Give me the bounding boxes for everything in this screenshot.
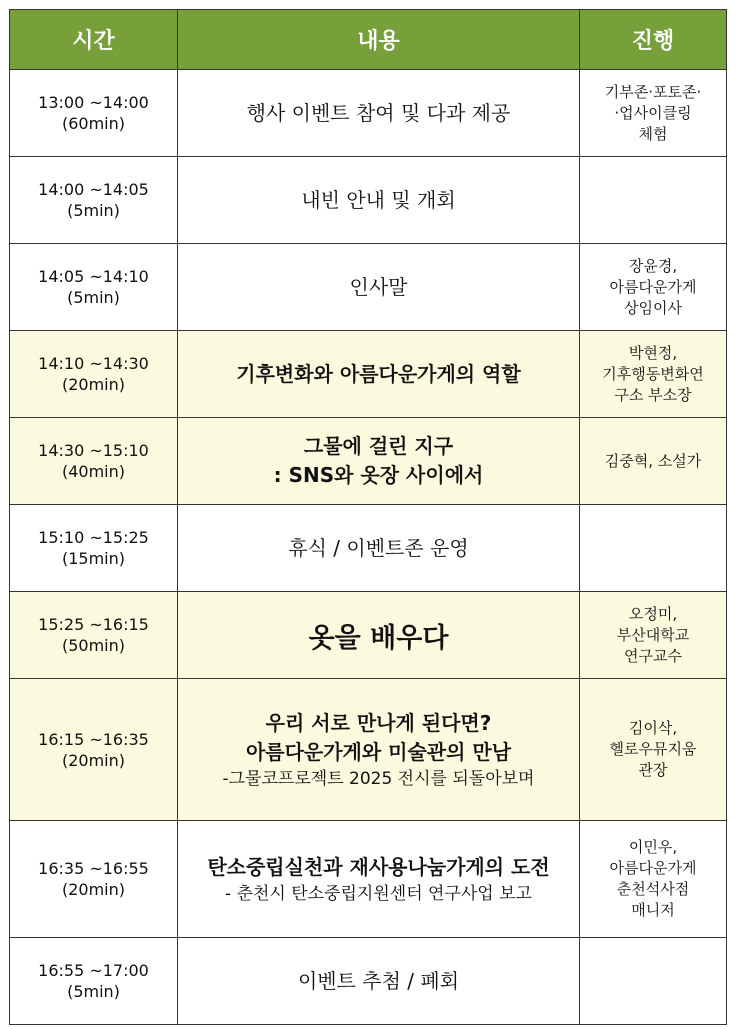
time-cell xyxy=(10,244,178,331)
content-cell xyxy=(178,331,580,418)
duration: (40min) xyxy=(61,462,125,481)
host-cell xyxy=(580,244,727,331)
table-header xyxy=(10,10,727,70)
time-range: 16:35 ~16:55 xyxy=(38,859,149,878)
host-line: 매니저 xyxy=(631,901,675,919)
content-title: 휴식 / 이벤트존 운영 xyxy=(288,535,469,560)
content-subtitle: -그물코프로젝트 2025 전시를 되돌아보며 xyxy=(222,768,535,789)
host-line: 기부존·포토존· xyxy=(604,82,702,101)
host-cell xyxy=(580,331,727,418)
host-line: 장윤경, xyxy=(628,256,678,275)
content-cell xyxy=(178,821,580,938)
host-cell xyxy=(580,70,727,157)
duration: (20min) xyxy=(61,750,125,770)
header-content: 내용 xyxy=(178,10,580,70)
host-line: 박현정, xyxy=(628,343,678,362)
duration: (5min) xyxy=(67,982,120,1001)
duration: (20min) xyxy=(61,375,125,394)
table-row xyxy=(10,679,727,821)
time-cell xyxy=(10,157,178,244)
content-title: 우리 서로 만나게 된다면? xyxy=(265,710,492,735)
host-line: 연구교수 xyxy=(624,646,682,665)
header-time: 시간 xyxy=(10,10,178,70)
duration: (5min) xyxy=(67,201,120,220)
host-cell xyxy=(580,821,727,938)
host-line: 기후행동변화연 xyxy=(602,364,704,383)
host-line: 아름다운가게 xyxy=(609,859,697,877)
content-cell xyxy=(178,157,580,244)
table-row xyxy=(10,70,727,157)
duration: (50min) xyxy=(61,636,125,655)
content-title: 그물에 걸린 지구 xyxy=(303,434,454,458)
table-row xyxy=(10,418,727,505)
time-cell xyxy=(10,70,178,157)
host-line: 관장 xyxy=(638,761,668,779)
time-range: 14:30 ~15:10 xyxy=(38,441,149,460)
time-range: 15:10 ~15:25 xyxy=(38,528,149,547)
host-line: 아름다운가게 xyxy=(609,277,697,296)
time-cell xyxy=(10,821,178,938)
time-cell xyxy=(10,938,178,1025)
time-range: 14:05 ~14:10 xyxy=(38,267,149,286)
content-title: 내빈 안내 및 개회 xyxy=(301,187,456,212)
table-row xyxy=(10,244,727,331)
host-line: 김이삭, xyxy=(628,719,678,737)
content-title: 옷을 배우다 xyxy=(308,622,449,654)
time-cell xyxy=(10,679,178,821)
content-title: 인사말 xyxy=(349,274,408,299)
time-cell xyxy=(10,505,178,592)
host-line: 이민우, xyxy=(628,838,678,856)
content-cell xyxy=(178,592,580,679)
time-range: 16:15 ~16:35 xyxy=(38,729,149,749)
content-title: : SNS와 옷장 사이에서 xyxy=(273,463,484,487)
table-row xyxy=(10,592,727,679)
host-cell xyxy=(580,505,727,592)
time-range: 15:25 ~16:15 xyxy=(38,615,149,634)
table-row xyxy=(10,331,727,418)
time-range: 14:10 ~14:30 xyxy=(38,354,149,373)
duration: (15min) xyxy=(61,549,125,568)
content-title: 아름다운가게와 미술관의 만남 xyxy=(245,739,512,764)
header-host: 진행 xyxy=(580,10,727,70)
host-line: 헬로우뮤지움 xyxy=(609,740,697,758)
duration: (60min) xyxy=(61,114,125,133)
time-cell xyxy=(10,331,178,418)
host-line: 춘천석사점 xyxy=(616,880,690,898)
time-cell xyxy=(10,418,178,505)
host-line: 구소 부소장 xyxy=(614,385,692,404)
content-title: 행사 이벤트 참여 및 다과 제공 xyxy=(246,100,511,125)
host-line: 부산대학교 xyxy=(616,625,690,644)
host-line: 오정미, xyxy=(628,604,678,623)
content-cell xyxy=(178,70,580,157)
time-cell xyxy=(10,592,178,679)
duration: (20min) xyxy=(61,880,125,899)
host-line: 체험 xyxy=(638,124,668,143)
host-cell xyxy=(580,592,727,679)
host-cell xyxy=(580,679,727,821)
host-line: ·업사이클링 xyxy=(614,103,692,122)
duration: (5min) xyxy=(67,288,120,307)
table-row xyxy=(10,157,727,244)
content-cell xyxy=(178,505,580,592)
host-cell xyxy=(580,938,727,1025)
content-title: 기후변화와 아름다운가게의 역할 xyxy=(236,361,521,386)
content-cell xyxy=(178,418,580,505)
host-cell xyxy=(580,157,727,244)
table-row xyxy=(10,938,727,1025)
host-cell xyxy=(580,418,727,505)
content-subtitle: - 춘천시 탄소중립지원센터 연구사업 보고 xyxy=(225,883,532,904)
host-line: 상임이사 xyxy=(624,298,682,317)
schedule-table xyxy=(9,9,727,1025)
time-range: 14:00 ~14:05 xyxy=(38,180,149,199)
time-range: 13:00 ~14:00 xyxy=(38,93,149,112)
host-line: 김중혁, 소설가 xyxy=(604,451,702,470)
content-cell xyxy=(178,679,580,821)
content-title: 탄소중립실천과 재사용나눔가게의 도전 xyxy=(207,854,550,879)
table-row xyxy=(10,505,727,592)
time-range: 16:55 ~17:00 xyxy=(38,961,149,980)
table-row xyxy=(10,821,727,938)
content-cell xyxy=(178,938,580,1025)
content-title: 이벤트 추첨 / 폐회 xyxy=(297,968,460,993)
content-cell xyxy=(178,244,580,331)
